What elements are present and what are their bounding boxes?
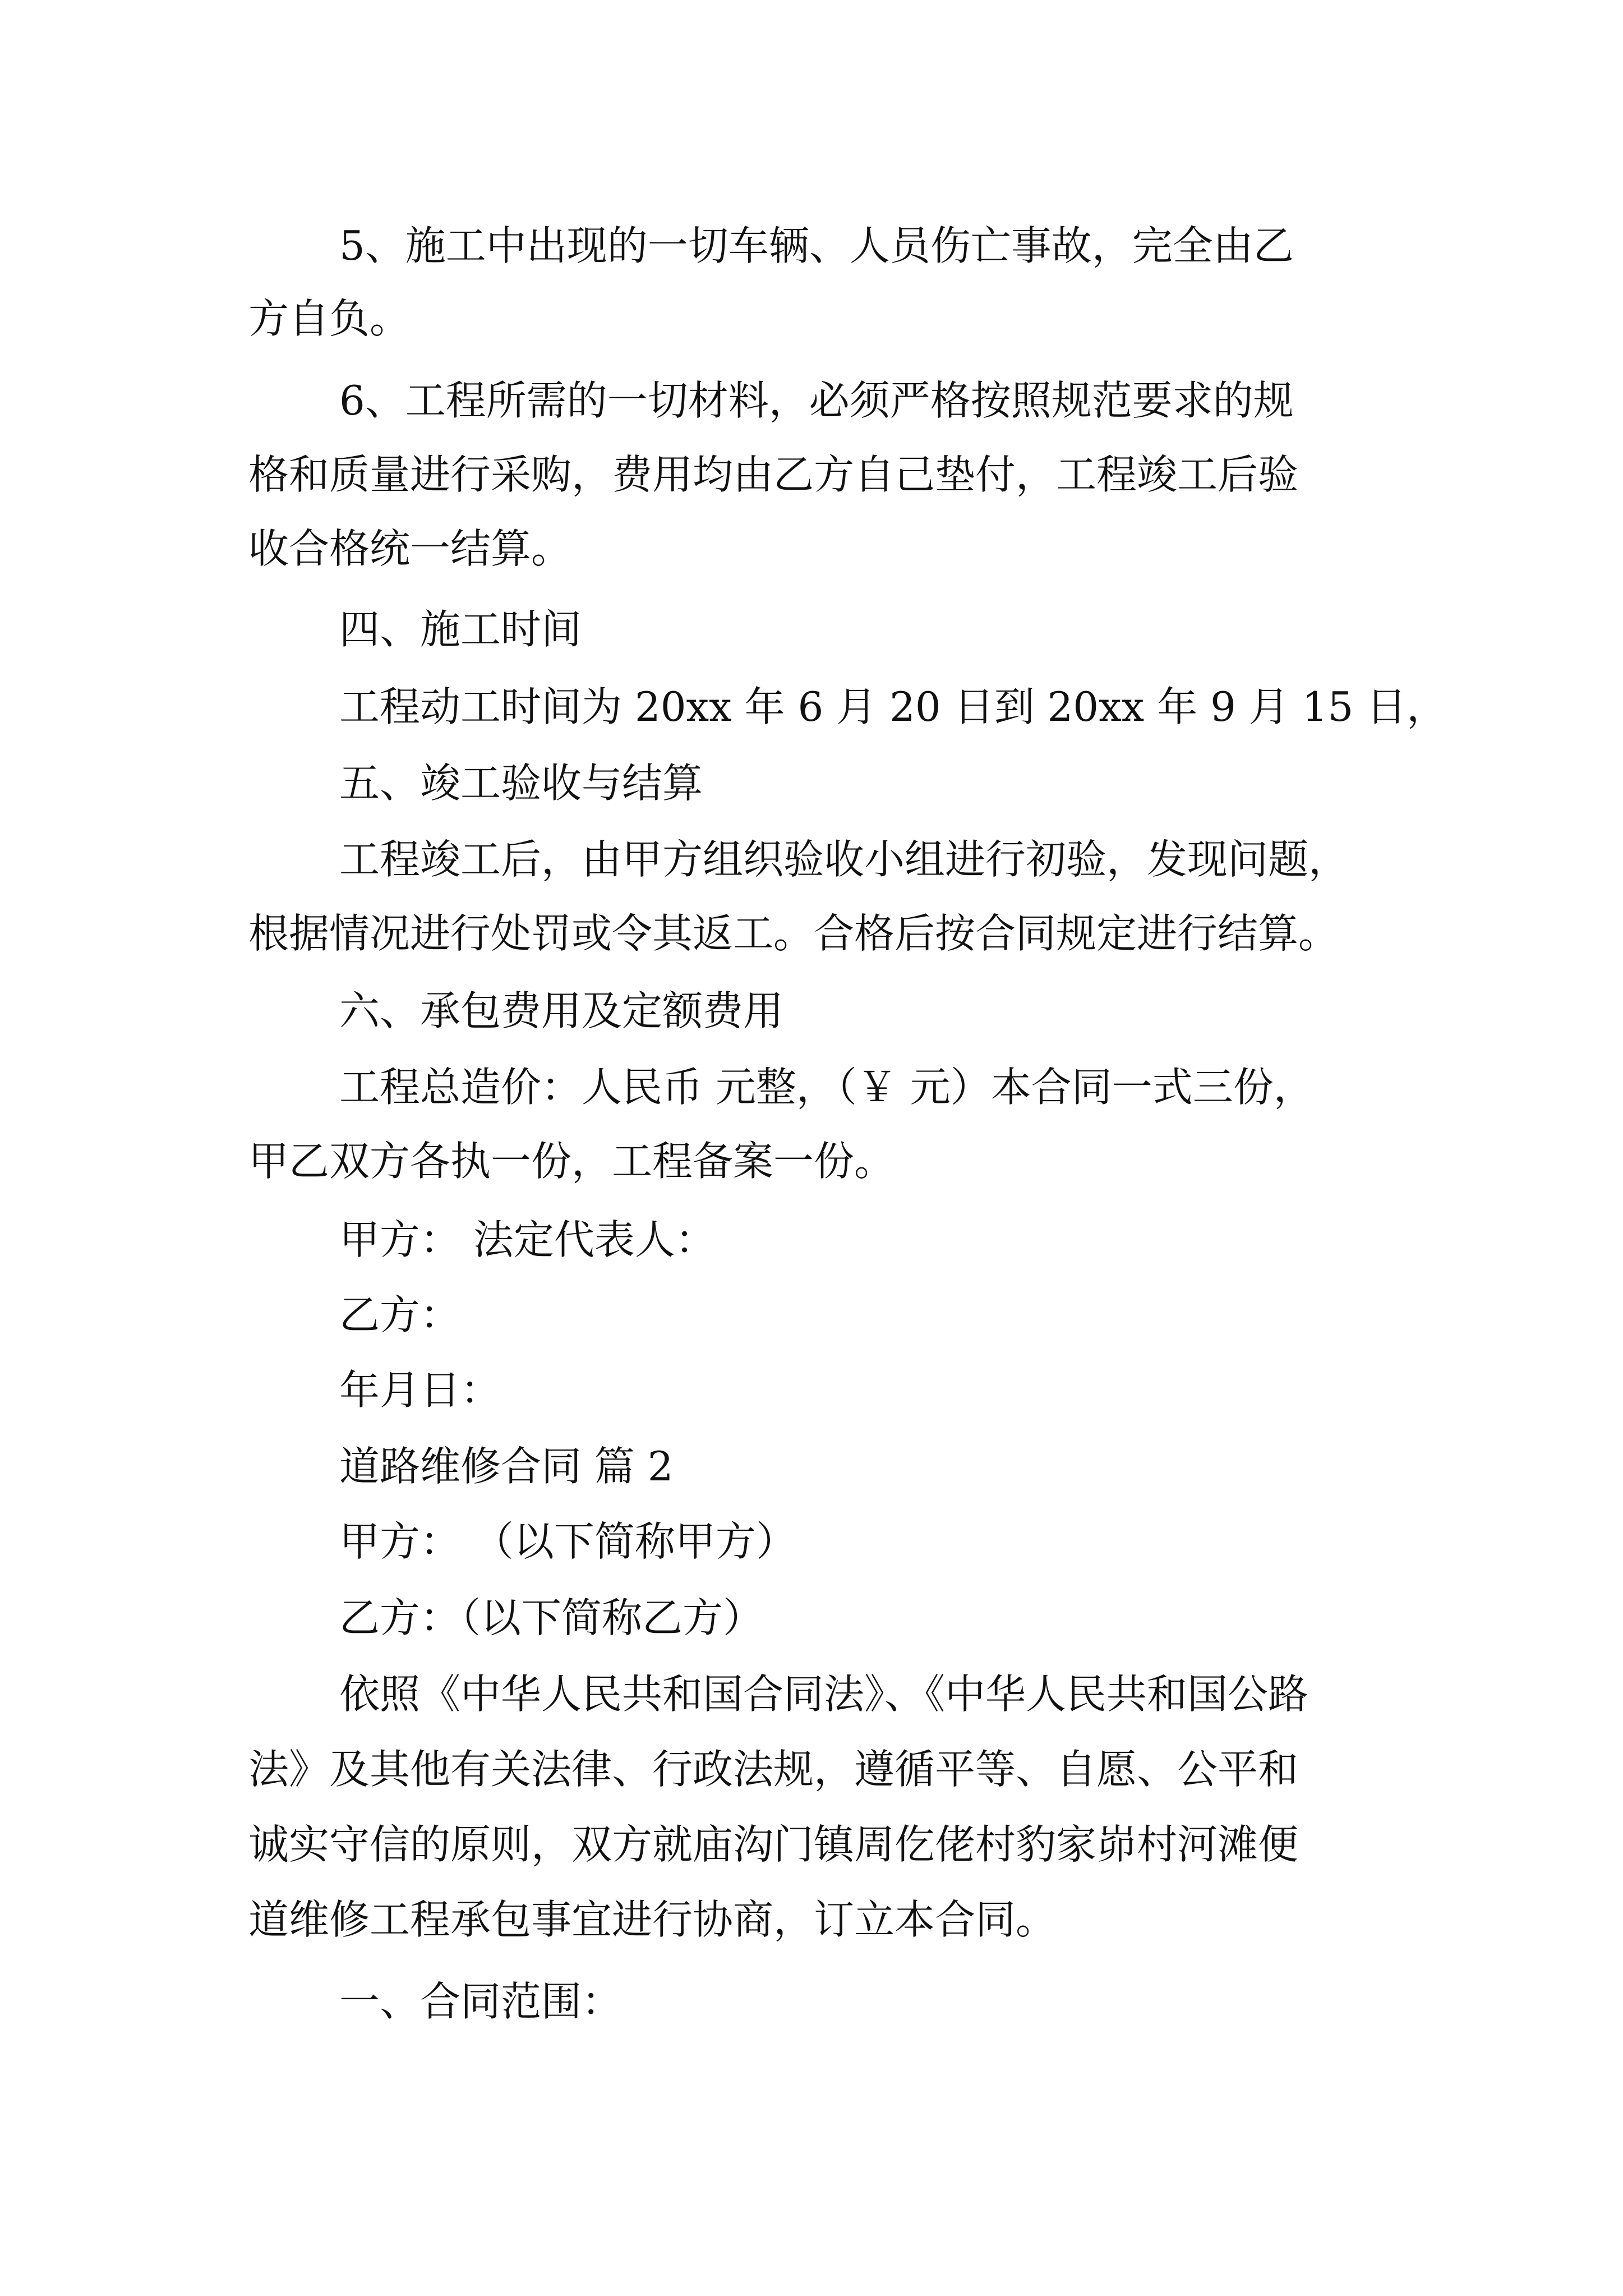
paragraph-line: 5、施工中出现的一切车辆、人员伤亡事故，完全由乙 [339,222,1294,269]
paragraph-line: 法》及其他有关法律、行政法规，遵循平等、自愿、公平和 [248,1746,1299,1793]
paragraph-line: 诚实守信的原则，双方就庙沟门镇周仡佬村豹家峁村河滩便 [248,1821,1299,1868]
section-heading: 四、施工时间 [339,606,582,653]
signature-line-party-b: 乙方： [339,1291,461,1338]
paragraph-line: 根据情况进行处罚或令其返工。合格后按合同规定进行结算。 [248,910,1339,957]
paragraph-line: 方自负。 [248,295,411,342]
party-a-line: 甲方： （以下简称甲方） [339,1518,796,1565]
section-heading: 六、承包费用及定额费用 [339,987,784,1034]
paragraph-line: 格和质量进行采购，费用均由乙方自己垫付，工程竣工后验 [248,451,1299,498]
paragraph-line: 工程总造价：人民币 元整，（￥ 元）本合同一式三份， [339,1064,1314,1111]
date-line: 年月日： [339,1366,501,1414]
paragraph-line: 工程竣工后，由甲方组织验收小组进行初验，发现问题， [339,836,1349,883]
section-heading: 五、竣工验收与结算 [339,760,703,807]
paragraph-line: 收合格统一结算。 [248,525,572,572]
signature-line-party-a: 甲方： 法定代表人： [339,1216,716,1263]
paragraph-line: 工程动工时间为 20xx 年 6 月 20 日到 20xx 年 9 月 15 日， [339,683,1447,730]
paragraph-line: 6、工程所需的一切材料，必须严格按照规范要求的规 [339,377,1294,424]
contract-title: 道路维修合同 篇 2 [339,1443,674,1490]
party-b-line: 乙方：（以下简称乙方） [339,1594,764,1641]
paragraph-line: 依照《中华人民共和国合同法》、《中华人民共和国公路 [339,1671,1309,1718]
paragraph-line: 甲乙双方各执一份，工程备案一份。 [248,1138,895,1185]
paragraph-line: 道维修工程承包事宜进行协商，订立本合同。 [248,1896,1057,1943]
section-heading: 一、合同范围： [339,1978,623,2025]
